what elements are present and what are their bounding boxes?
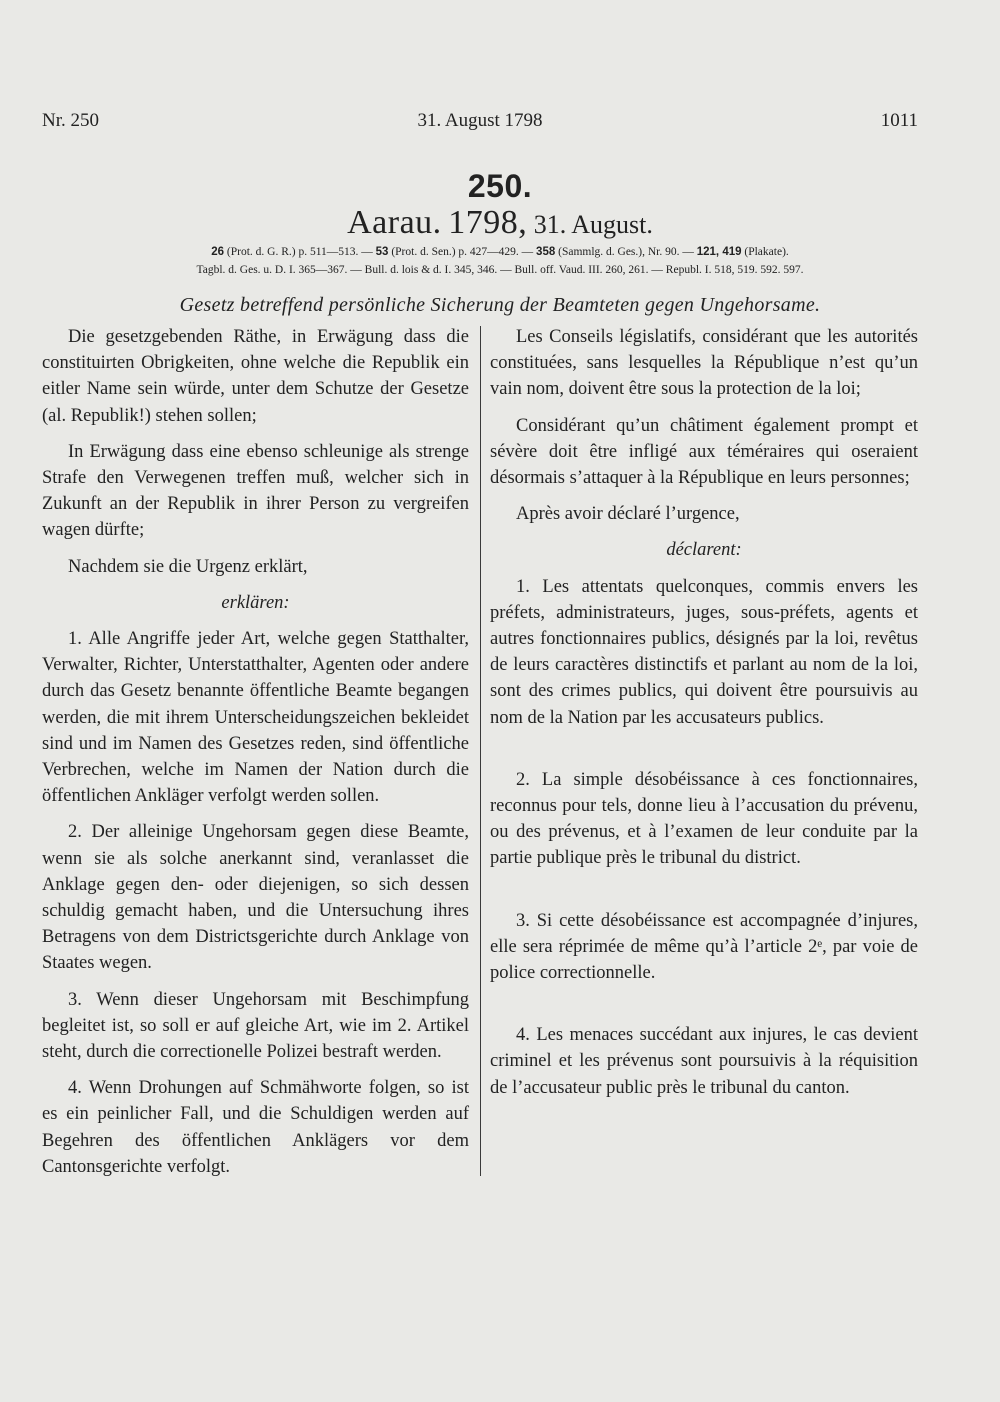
document-number-header: Nr. 250 [42,110,99,131]
french-article-4: 4. Les menaces succédant aux injures, le cas devient criminel et les prévenus sont poursuivis à la réquisition de l’accusateur public près le tribunal du canton. [490,1025,918,1098]
french-article-2: 2. La simple désobéissance à ces fonctionnaires, reconnus pour tels, donne lieu à l’accusation du prévenu, ou des prévenus, et à l’examen de leur conduite par la partie publique près le tribunal du district. [490,769,918,869]
law-title: Gesetz betreffend persönliche Sicherung der Beamteten gegen Ungehorsame. [179,294,821,316]
german-preamble-2: In Erwägung dass eine ebenso schleunige als strenge Strafe den Verwegenen treffen muß, welcher sich in Zukunft an der Republik in ihrer Person zu vergreifen wagen dürfte; [42,441,469,541]
german-article-1: 1. Alle Angriffe jeder Art, welche gegen Statthalter, Verwalter, Richter, Unterstatthalter, Agenten oder andere durch das Gesetz benannte öffentliche Beamte begangen werden, die mit ihrem Unterscheidungszeichen bekleidet sind und im Namen des Gesetzes reden, sind öffentliche Verbrechen, welche im Namen der Nation durch die öffentlichen Ankläger verfolgt werden sollen. [42,629,469,807]
french-declaration: déclarent: [666,540,742,561]
french-preamble-1: Les Conseils législatifs, considérant que les autorités constituées, sans lesquelles la République n’est qu’un vain nom, doivent être sous la protection de la loi; [490,327,918,400]
german-preamble-3: Nachdem sie die Urgenz erklärt, [68,556,308,577]
german-article-3: 3. Wenn dieser Ungehorsam mit Beschimpfung begleitet ist, so soll er auf gleiche Art, wie im 2. Artikel steht, durch die correctionelle Polizei bestraft werden. [42,989,469,1063]
source-line-1: 26 (Prot. d. G. R.) p. 511—513. — 53 (Prot. d. Sen.) p. 427—429. — 358 (Sammlg. d. Ges.), Nr. 90. — 121, 419 (Plakate). [211,246,789,258]
german-article-2: 2. Der alleinige Ungehorsam gegen diese Beamte, wenn sie als solche anerkannt sind, veranlasset die Anklage gegen den- oder diejenigen, so sich dessen schuldig gemacht haben, und die Untersuchung ihres Betragens von dem Districtsgerichte durch Anklage von Staates wegen. [42,822,469,974]
german-article-4: 4. Wenn Drohungen auf Schmähworte folgen, so ist es ein peinlicher Fall, und die Schuldigen werden auf Begehren des öffentlichen Anklägers vor dem Cantonsgerichte verfolgt. [42,1078,469,1177]
french-preamble-3: Après avoir déclaré l’urgence, [516,504,740,525]
running-header [42,110,918,134]
place: Aarau. [347,204,442,241]
french-preamble-2: Considérant qu’un châtiment également prompt et sévère doit être infligé aux téméraires qui oseraient désormais s’attaquer à la République en leurs personnes; [490,415,918,489]
french-article-1: 1. Les attentats quelconques, commis envers les préfets, administrateurs, juges, sous-préfets, agents et autres fonctionnaires publics, désignés par la loi, revêtus de leurs caractères distinctifs et parlant au nom de la loi, sont des crimes publics, qui doivent être poursuivis au nom de la Nation par les accusateurs publics. [490,576,918,728]
place-and-date [0,204,1000,242]
year: 1798, [448,204,528,241]
source-line-2: Tagbl. d. Ges. u. D. I. 365—367. — Bull. d. lois & d. I. 345, 346. — Bull. off. Vaud. III. 260, 261. — Republ. I. 518, 519. 592. 597. [196,264,804,276]
date-header: 31. August 1798 [417,110,543,131]
date: 31. August. [533,210,653,239]
page-number: 1011 [880,110,918,131]
french-column [490,324,918,1101]
source-references [60,243,940,279]
french-article-3: 3. Si cette désobéissance est accompagnée d’injures, elle sera réprimée de même qu’à l’article 2ᵉ, par voie de police correctionnelle. [490,910,918,984]
german-preamble-1: Die gesetzgebenden Räthe, in Erwägung dass die constituirten Obrigkeiten, ohne welche die Republik ein eitler Name sein würde, unter dem Schutze der Gesetze (al. Republik!) stehen sollen; [42,327,469,426]
german-column [42,324,469,1180]
document-number: 250. [467,168,533,204]
german-declaration: erklären: [221,592,290,613]
column-divider [480,326,481,1176]
